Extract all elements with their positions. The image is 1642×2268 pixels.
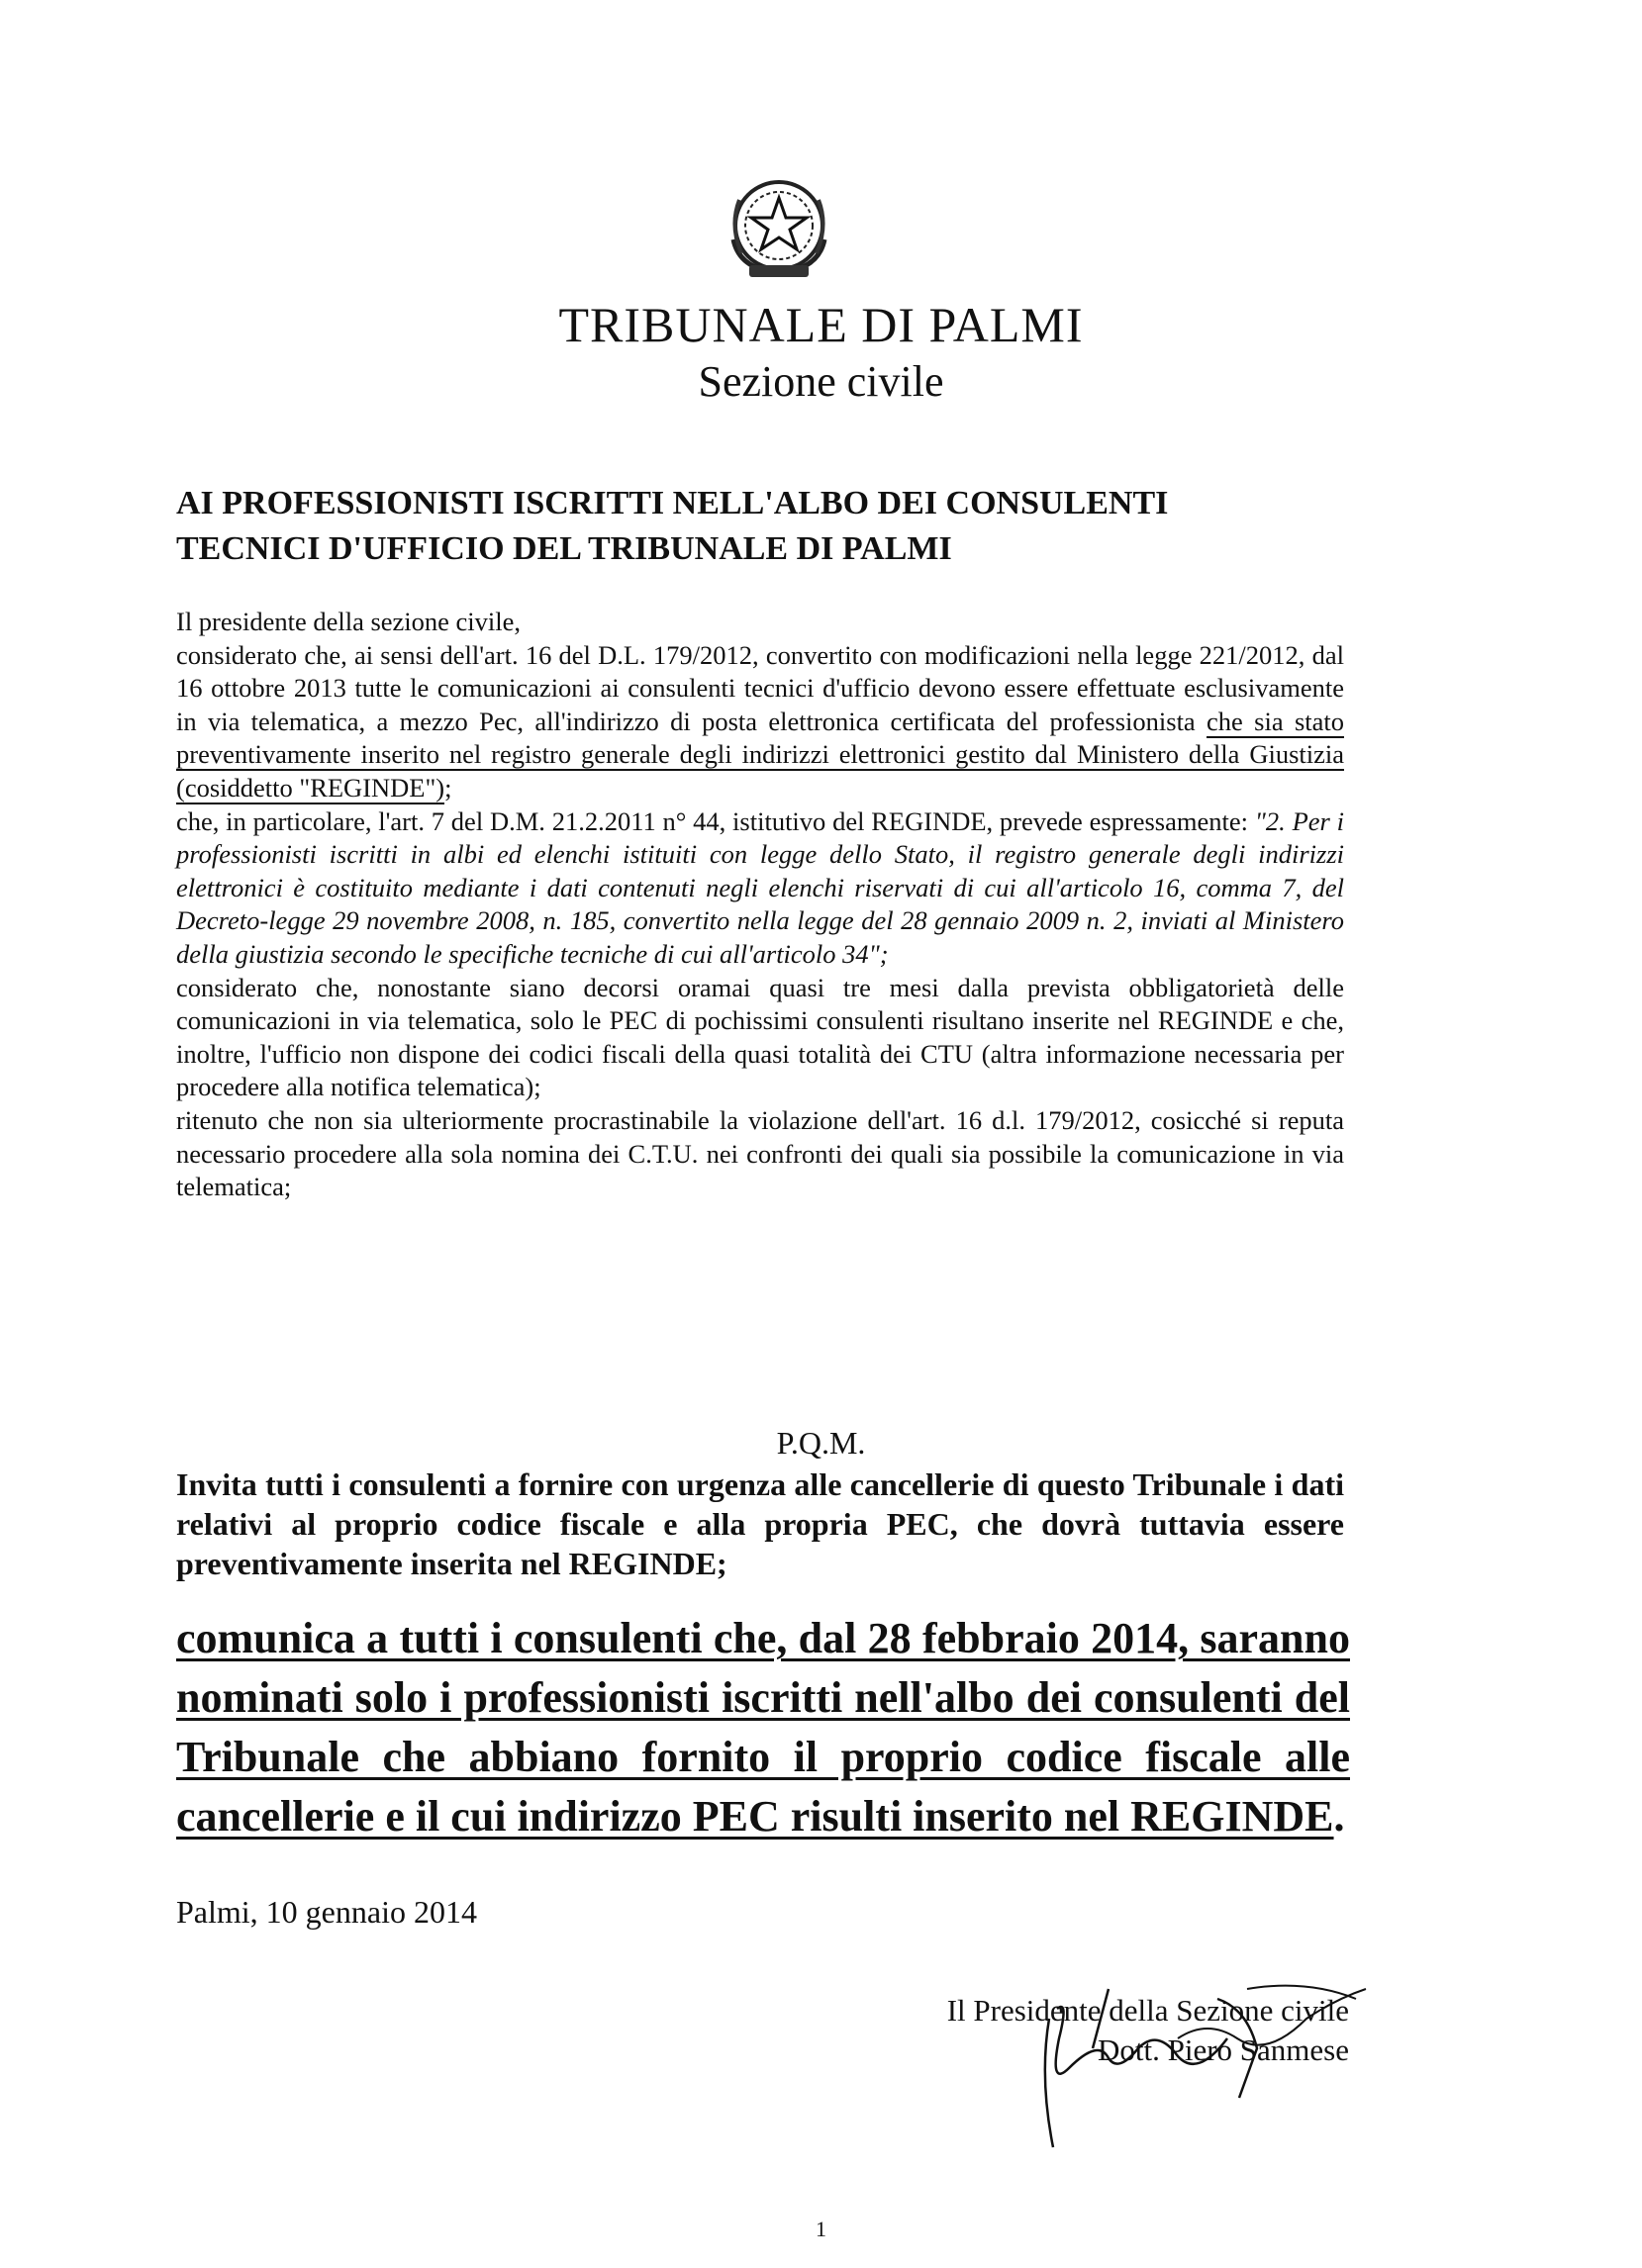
place-date: Palmi, 10 gennaio 2014 [176, 1894, 477, 1930]
pqm-heading: P.Q.M. [776, 1425, 866, 1461]
body-paragraph: che, in particolare, l'art. 7 del D.M. 21.2.2011 n° 44, istitutivo del REGINDE, prevede espressamente: "2. Per i professionisti iscritti in albi ed elenchi istituiti con legge dello Stato, il registro generale degli indirizzi elettronici è costituito mediante i dati contenuti negli elenchi riservati di cui all'articolo 16, comma 7, del Decreto-legge 29 novembre 2008, n. 185, convertito nella legge del 28 gennaio 2009 n. 2, inviati al Ministero della giustizia secondo le specifiche tecniche di cui all'articolo 34"; [176, 805, 1344, 969]
italian-republic-emblem [720, 170, 838, 287]
signatory-name: Dott. Piero Sanmese [1098, 2032, 1349, 2067]
body-paragraph: considerato che, ai sensi dell'art. 16 del D.L. 179/2012, convertito con modificazioni nella legge 221/2012, dal 16 ottobre 2013 tutte le comunicazioni ai consulenti tecnici d'ufficio devono essere effettuate esclusivamente in via telematica, a mezzo Pec, all'indirizzo di posta elettronica certificata del professionista che sia stato preventivamente inserito nel registro generale degli indirizzi elettronici gestito dal Ministero della Giustizia (cosiddetto "REGINDE"); [176, 639, 1344, 803]
body-paragraph: ritenuto che non sia ulteriormente procrastinabile la violazione dell'art. 16 d.l. 179/2012, cosicché si reputa necessario procedere alla sola nomina dei C.T.U. nei confronti dei quali sia possibile la comunicazione in via telematica; [176, 1104, 1344, 1202]
signatory-role: Il Presidente della Sezione civile [946, 1993, 1349, 2028]
body-paragraph: considerato che, nonostante siano decorsi oramai quasi tre mesi dalla prevista obbligatorietà delle comunicazioni in via telematica, solo le PEC di pochissimi consulenti risultano inserite nel REGINDE e che, inoltre, l'ufficio non dispone dei codici fiscali della quasi totalità dei CTU (altra informazione necessaria per procedere alla notifica telematica); [176, 972, 1344, 1102]
comunica-paragraph: comunica a tutti i consulenti che, dal 28 febbraio 2014, saranno nominati solo i professionisti iscritti nell'albo dei consulenti del Tribunale che abbiano fornito il proprio codice fiscale alle cancellerie e il cui indirizzo PEC risulti inserito nel REGINDE. [176, 1614, 1350, 1841]
addressee-line: TECNICI D'UFFICIO DEL TRIBUNALE DI PALMI [176, 530, 952, 567]
underlined-text: che sia stato preventivamente inserito nel registro generale degli indirizzi elettronici gestito dal Ministero della Giustizia (cosiddetto "REGINDE") [176, 706, 1344, 803]
underlined-notice: comunica a tutti i consulenti che, dal 28 febbraio 2014, saranno nominati solo i professionisti iscritti nell'albo dei consulenti del Tribunale che abbiano fornito il proprio codice fiscale alle cancellerie e il cui indirizzo PEC risulti inserito nel REGINDE [176, 1614, 1350, 1841]
page-number: 1 [816, 2217, 826, 2241]
invita-paragraph: Invita tutti i consulenti a fornire con urgenza alle cancellerie di questo Tribunale i dati relativi al proprio codice fiscale e alla propria PEC, che dovrà tuttavia essere preventivamente inserita nel REGINDE; [176, 1466, 1344, 1581]
body-paragraph: Il presidente della sezione civile, [176, 607, 522, 636]
court-section: Sezione civile [698, 357, 944, 406]
document-body [176, 606, 1344, 1204]
quoted-regulation: "2. Per i professionisti iscritti in albi ed elenchi istituiti con legge dello Stato, il registro generale degli indirizzi elettronici è costituito mediante i dati contenuti negli elenchi riservati di cui all'articolo 16, comma 7, del Decreto-legge 29 novembre 2008, n. 185, convertito nella legge del 28 gennaio 2009 n. 2, inviati al Ministero della giustizia secondo le specifiche tecniche di cui all'articolo 34"; [176, 805, 1344, 969]
court-title: TRIBUNALE DI PALMI [558, 297, 1084, 352]
handwritten-signature [1010, 1979, 1386, 2157]
addressee-line: AI PROFESSIONISTI ISCRITTI NELL'ALBO DEI CONSULENTI [176, 485, 1169, 521]
addressee [176, 481, 1463, 572]
